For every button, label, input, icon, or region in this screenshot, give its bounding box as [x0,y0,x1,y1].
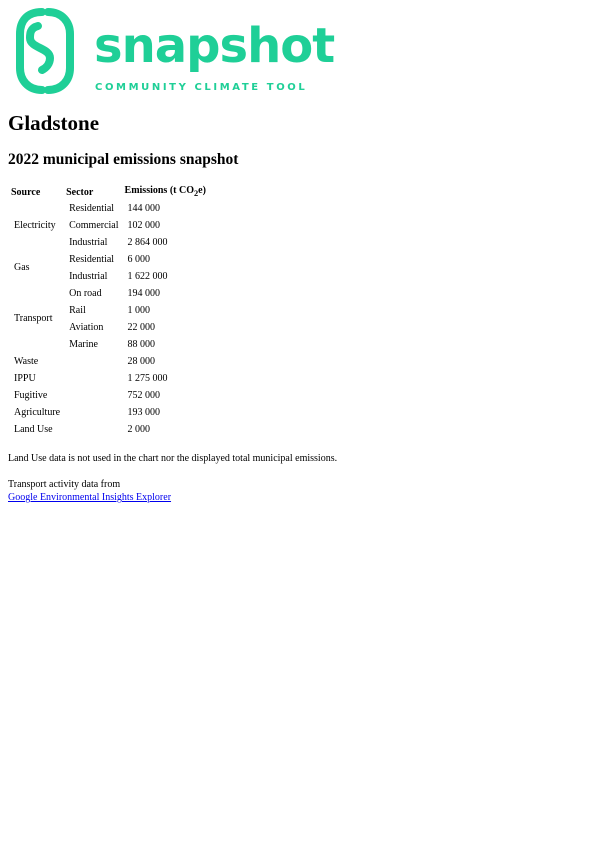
sector-cell: Rail [69,304,86,316]
emissions-cell: 194 000 [127,287,161,299]
land-use-note: Land Use data is not used in the chart nor the displayed total municipal emissions. [8,453,338,465]
sector-cell: Industrial [69,236,108,248]
source-cell: Waste [14,355,39,367]
header-emissions-sub: 2 [193,189,199,199]
page-title: Gladstone [8,111,100,135]
emissions-cell: 144 000 [127,202,161,214]
table-row [11,354,206,368]
sector-cell: Commercial [69,219,119,231]
emissions-cell: 2 000 [127,423,151,435]
emissions-cell: 6 000 [127,253,151,265]
sector-cell [66,388,121,402]
sector-cell [66,371,121,385]
source-cell: IPPU [14,372,36,384]
table-row [11,252,206,266]
table-row [11,388,206,402]
logo-tagline: COMMUNITY CLIMATE TOOL [95,82,308,93]
snapshot-logo-icon [16,8,74,94]
emissions-table [8,182,209,439]
sector-cell: Aviation [69,321,104,333]
sector-cell: Industrial [69,270,108,282]
source-cell: Gas [14,262,30,274]
emissions-cell: 193 000 [127,406,161,418]
source-cell: Agriculture [14,406,61,418]
emissions-cell: 22 000 [127,321,156,333]
emissions-cell: 2 864 000 [127,236,168,248]
logo-wordmark: snapshot [94,18,335,74]
source-cell: Transport [14,313,53,325]
header-sector: Sector [66,187,94,199]
emissions-cell: 1 622 000 [127,270,168,282]
emissions-cell: 1 275 000 [127,372,168,384]
emissions-cell: 752 000 [127,389,161,401]
google-eie-link[interactable]: Google Environmental Insights Explorer [8,492,172,504]
source-cell: Electricity [14,219,56,231]
emissions-cell: 88 000 [127,338,156,350]
credit-text: Transport activity data from [8,479,121,491]
table-row [11,201,206,215]
header-emissions-prefix: Emissions (t CO [124,185,194,197]
emissions-cell: 28 000 [127,355,156,367]
table-row [11,371,206,385]
table-row [11,422,206,436]
logo [8,0,592,100]
page-subtitle: 2022 municipal emissions snapshot [8,151,239,169]
table-row [11,405,206,419]
transport-credit [8,478,592,504]
sector-cell [66,354,121,368]
sector-cell: Marine [69,338,98,350]
header-source: Source [11,187,41,199]
emissions-cell: 1 000 [127,304,151,316]
sector-cell [66,422,121,436]
source-cell: Fugitive [14,389,48,401]
table-row [11,286,206,300]
header-emissions [125,185,206,198]
table-body [11,201,206,436]
table-header-row [11,185,206,198]
sector-cell [66,405,121,419]
source-cell: Land Use [14,423,53,435]
emissions-cell: 102 000 [127,219,161,231]
header-emissions-suffix: e) [198,185,206,197]
sector-cell: On road [69,287,102,299]
sector-cell: Residential [69,202,115,214]
sector-cell: Residential [69,253,115,265]
